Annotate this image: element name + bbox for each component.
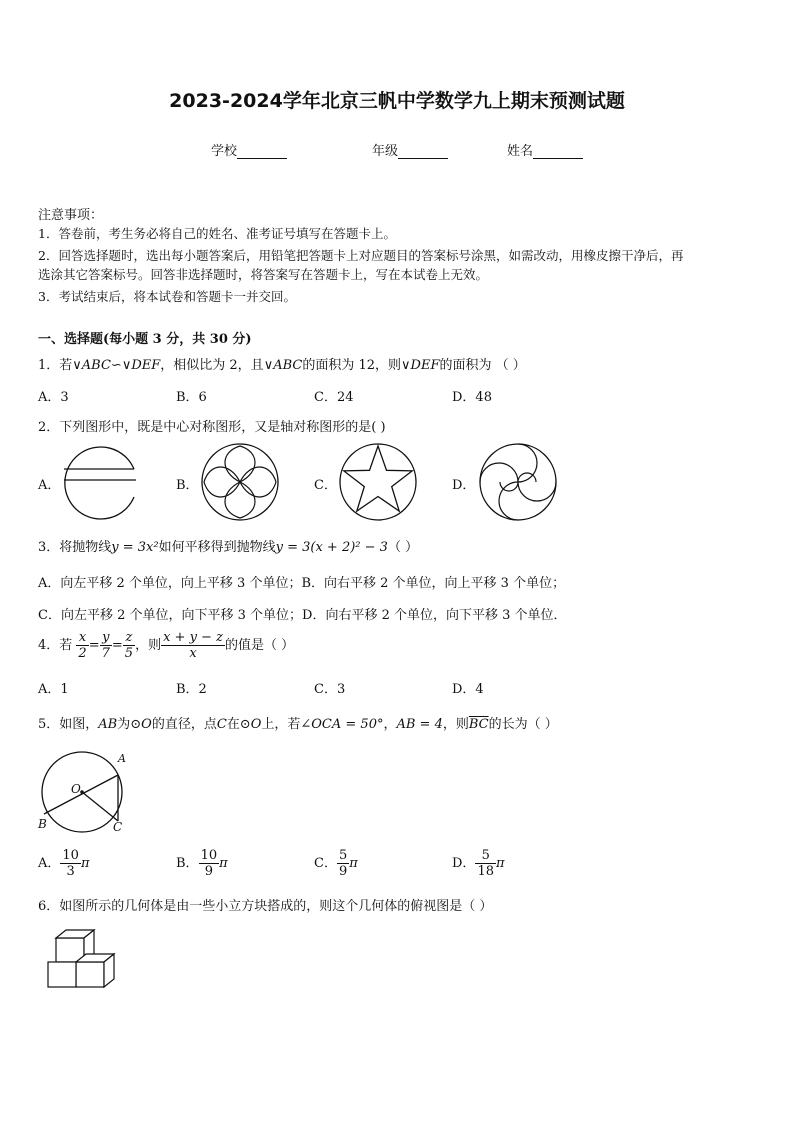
q4-option-a[interactable]: A．1 bbox=[38, 682, 69, 697]
q5-option-b[interactable]: B． $\frac{10}{9}$ π bbox=[176, 848, 228, 879]
q4-option-c[interactable]: C．3 bbox=[314, 682, 346, 697]
q5-label-o: O bbox=[71, 782, 81, 796]
name-field[interactable]: 姓名 bbox=[507, 140, 583, 159]
q1-option-d[interactable]: D．48 bbox=[452, 390, 492, 405]
question-2: 2．下列图形中，既是中心对称图形，又是轴对称图形的是( ) bbox=[38, 420, 386, 435]
question-6: 6．如图所示的几何体是由一些小立方块搭成的，则这个几何体的俯视图是（ ） bbox=[38, 899, 493, 914]
q1-option-b[interactable]: B．6 bbox=[176, 390, 207, 405]
q1-option-a[interactable]: A．3 bbox=[38, 390, 69, 405]
q5-label-b: B bbox=[38, 817, 47, 831]
q4-option-b[interactable]: B．2 bbox=[176, 682, 207, 697]
q2-figure-c-icon bbox=[338, 442, 418, 522]
question-4: 4．若 $\frac{x}{2}$ = $\frac{y}{7}$ = $\frac{z}{5}$ ，则 $\frac{x + y - z}{x}$ 的值是（ ） bbox=[38, 630, 295, 661]
notice-item-2-cont: 选涂其它答案标号。回答非选择题时，将答案写在答题卡上，写在本试卷上无效。 bbox=[38, 267, 489, 282]
notice-heading: 注意事项： bbox=[38, 208, 104, 223]
q2-figure-b-icon bbox=[200, 442, 280, 522]
q2-option-b[interactable]: B． bbox=[176, 478, 199, 493]
q5-label-c: C bbox=[113, 820, 123, 834]
q4-option-d[interactable]: D．4 bbox=[452, 682, 484, 697]
q5-option-c[interactable]: C． $\frac{5}{9}$ π bbox=[314, 848, 358, 879]
q1-option-c[interactable]: C．24 bbox=[314, 390, 354, 405]
question-1: 1．若∨ABC∽∨DEF，相似比为 2，且∨ABC的面积为 12，则∨DEF的面积为 （ ） bbox=[38, 358, 526, 373]
question-3: 3．将抛物线y = 3x²如何平移得到抛物线y = 3(x + 2)² − 3（ ） bbox=[38, 540, 419, 555]
q2-option-d[interactable]: D． bbox=[452, 478, 476, 493]
notice-item-2: 2．回答选择题时，选出每小题答案后，用铅笔把答题卡上对应题目的答案标号涂黑，如需改动，用橡皮擦干净后，再 bbox=[38, 248, 684, 263]
q5-option-a[interactable]: A． $\frac{10}{3}$ π bbox=[38, 848, 90, 879]
q3-options-ab[interactable]: A．向左平移 2 个单位，向上平移 3 个单位；B．向右平移 2 个单位，向上平移 3 个单位； bbox=[38, 576, 566, 591]
q5-option-d[interactable]: D． $\frac{5}{18}$ π bbox=[452, 848, 505, 879]
section-heading: 一、选择题(每小题 3 分，共 30 分) bbox=[38, 332, 252, 347]
q2-option-c[interactable]: C． bbox=[314, 478, 337, 493]
notice-item-1: 1．答卷前，考生务必将自己的姓名、准考证号填写在答题卡上。 bbox=[38, 226, 396, 241]
q5-label-a: A bbox=[118, 752, 126, 765]
q2-option-a[interactable]: A． bbox=[38, 478, 61, 493]
question-5: 5．如图，AB为⊙O的直径，点C在⊙O上，若∠OCA = 50°，AB = 4，则$\overline{BC}$的长为（ ） bbox=[38, 717, 558, 732]
q3-options-cd[interactable]: C．向左平移 2 个单位，向下平移 3 个单位；D．向右平移 2 个单位，向下平移 3 个单位． bbox=[38, 608, 567, 623]
page-title: 2023-2024学年北京三帆中学数学九上期末预测试题 bbox=[169, 90, 625, 112]
grade-field[interactable]: 年级 bbox=[372, 140, 448, 159]
q2-figure-a-icon bbox=[60, 442, 140, 522]
q6-cubes-figure bbox=[46, 928, 111, 990]
school-field[interactable]: 学校 bbox=[211, 140, 287, 159]
notice-item-3: 3．考试结束后，将本试卷和答题卡一并交回。 bbox=[38, 289, 296, 304]
q2-figure-d-icon bbox=[478, 442, 558, 522]
